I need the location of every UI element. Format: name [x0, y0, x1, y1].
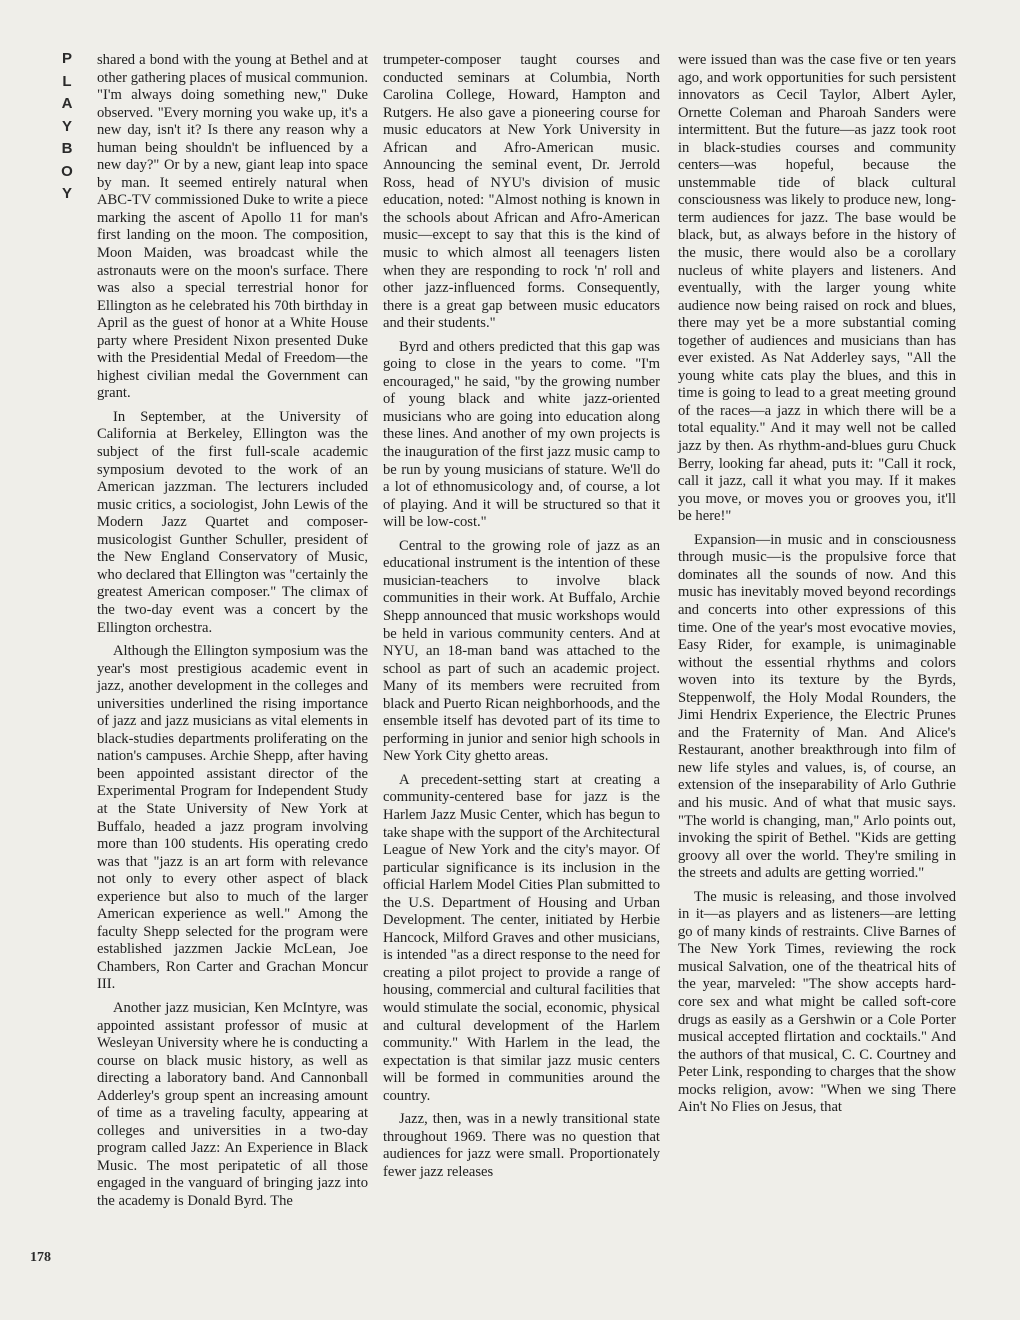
running-head-letter: B [61, 140, 73, 157]
running-head-letter: O [61, 162, 73, 180]
paragraph: trumpeter-composer taught courses and conducted seminars at Columbia, North Carolina College, Howard, Hampton and Rutgers. He also gave a pioneering course for music educators at New York University in African and Afro-American music. Announcing the seminal event, Dr. Jerrold Ross, head of NYU's division of music education, noted: "Almost nothing is known in the schools about African and Afro-American music—except to say that this is the kind of music to which almost all teenagers listen when they are responding to rock 'n' roll and other jazz-influenced forms. Consequently, there is a great gap between music educators and their students." [383, 52, 660, 332]
paragraph: were issued than was the case five or ten years ago, and work opportunities for such persistent innovators as Cecil Taylor, Albert Ayler, Ornette Coleman and Pharoah Sanders were intermittent. But the future—as jazz took root in black-studies courses and community centers—was hopeful, because the unstemmable tide of black cultural consciousness was likely to produce new, long-term audiences for jazz. The base would be black, but, as always before in the history of the music, there would also be a corollary nucleus of white players and listeners. And eventually, with the larger young white audience now being raised on rock and blues, there may yet be a more substantial coming together of audiences and musicians than has ever existed. As Nat Adderley says, "All the young white cats play the blues, and this in time is going to lead to a great meeting ground of the races—a jazz in which there will be a total equality." And it may well not be called jazz by then. As rhythm-and-blues guru Chuck Berry, looking far ahead, puts it: "Call it rock, call it jazz, call it what you may. If it makes you move, or moves you or grooves you, it'll be here!" [678, 52, 956, 525]
paragraph: Jazz, then, was in a newly transitional state throughout 1969. There was no question that audiences for jazz were small. Proportionately fewer jazz releases [383, 1111, 660, 1180]
text-column-1 [97, 52, 368, 1217]
running-head-letter: Y [61, 185, 72, 202]
paragraph: Expansion—in music and in consciousness through music—is the propulsive force that dominates all the sounds of now. And this music has inevitably moved beyond recordings and concerts into other expressions of this time. One of the year's most evocative movies, Easy Rider, for example, is unimaginable without the essential rhythms and colors woven into its texture by the Byrds, Steppenwolf, the Holy Modal Rounders, the Jimi Hendrix Experience, the Electric Prunes and the Fraternity of Man. And Alice's Restaurant, another breakthrough into film of new life styles and values, is, of course, an extension of the inseparability of Arlo Guthrie and his music. And of what that music says. "The world is changing, man," Arlo points out, invoking the spirit of Bethel. "Kids are getting groovy all over the world. They're smiling in the streets and adults are getting worried." [678, 531, 956, 882]
paragraph: The music is releasing, and those involved in it—as players and as listeners—are letting go of many kinds of restraints. Clive Barnes of The New York Times, reviewing the rock musical Salvation, one of the theatrical hits of the year, marveled: "The show accepts hard-core sex and what might be called soft-core drugs as easily as a Gershwin or a Cole Porter musical accepted flirtation and cocktails." And the authors of that musical, C. C. Courtney and Peter Link, responding to charges that the show mocks religion, avow: "When we sing There Ain't No Flies on Jesus, that [678, 888, 956, 1116]
running-head-letter: P [61, 50, 72, 67]
page-number: 178 [30, 1250, 51, 1265]
text-column-3 [678, 52, 956, 1123]
paragraph: Another jazz musician, Ken McIntyre, was appointed assistant professor of music at Wesleyan University where he is conducting a course on black music history, as well as directing a laboratory band. And Cannonball Adderley's group spent an increasing amount of time as a traveling faculty, appearing at colleges and universities in a two-day program called Jazz: An Experience in Black Music. The most peripatetic of all those engaged in the vanguard of bringing jazz into the academy is Donald Byrd. The [97, 999, 368, 1209]
magazine-running-head [56, 48, 78, 206]
paragraph: shared a bond with the young at Bethel and at other gathering places of musical communion. "I'm always doing something new," Duke observed. "Every morning you wake up, it's a new day, isn't it? Is there any reason why a human being shouldn't be influenced by a new day?" Or by a new, giant leap into space by man. It seemed entirely natural when ABC-TV commissioned Duke to write a piece marking the ascent of Apollo 11 for man's first landing on the moon. The composition, Moon Maiden, was broadcast while the astronauts were on the moon's surface. There was also a special terrestrial honor for Ellington as he celebrated his 70th birthday in April as the guest of honor at a White House party where President Nixon presented Duke with the Presidential Medal of Freedom—the highest civilian medal the Government can grant. [97, 52, 368, 402]
running-head-letter: Y [61, 117, 72, 135]
running-head-letter: A [61, 95, 73, 112]
paragraph: In September, at the University of California at Berkeley, Ellington was the subject of the first full-scale academic symposium devoted to the work of an American jazzman. The lecturers included music critics, a sociologist, John Lewis of the Modern Jazz Quartet and composer-musicologist Gunther Schuller, president of the New England Conservatory of Music, who declared that Ellington was "certainly the greatest American composer." The climax of the two-day event was a concert by the Ellington orchestra. [97, 408, 368, 636]
running-head-letter: L [62, 72, 72, 90]
paragraph: Central to the growing role of jazz as an educational instrument is the intention of these musician-teachers to involve black communities in their work. At Buffalo, Archie Shepp announced that music workshops would be held in various community centers. And at NYU, an 18-man band was attached to the school as part of such an academic project. Many of its members were recruited from black and Puerto Rican neighborhoods, and the ensemble itself has devoted part of its time to performing in junior and senior high schools in New York City ghetto areas. [383, 537, 660, 765]
text-column-2 [383, 52, 660, 1187]
paragraph: A precedent-setting start at creating a community-centered base for jazz is the Harlem Jazz Music Center, which has begun to take shape with the support of the Architectural League of New York and the city's mayor. Of particular significance is its inclusion in the official Harlem Model Cities Plan submitted to the U.S. Department of Housing and Urban Development. The center, initiated by Herbie Hancock, Milford Graves and other musicians, is intended "as a direct response to the need for creating a pilot project to provide a range of housing, commercial and cultural facilities that would stimulate the social, economic, physical and cultural development of the Harlem community." With Harlem in the lead, the expectation is that similar jazz music centers will be formed in communities around the country. [383, 771, 660, 1104]
paragraph: Byrd and others predicted that this gap was going to close in the years to come. "I'm encouraged," he said, "by the growing number of young black and white jazz-oriented musicians who are going into education along these lines. And another of my own projects is the inauguration of the first jazz music camp to be run by young musicians of stature. We'll do a lot of ethnomusicology and, of course, a lot of playing. And it will be structured so that it will be low-cost." [383, 338, 660, 531]
paragraph: Although the Ellington symposium was the year's most prestigious academic event in jazz, another development in the colleges and universities underlined the rising importance of jazz and jazz musicians as vital elements in black-studies departments proliferating on the nation's campuses. Archie Shepp, after having been appointed assistant director of the Experimental Program for Independent Study at the State University of New York at Buffalo, headed a jazz program involving more than 100 students. His operating credo was that "jazz is an art form with relevance not only to every other aspect of black experience but also to much of the larger American experience as well." Among the faculty Shepp selected for the program were established jazzmen Jackie McLean, Joe Chambers, Ron Carter and Grachan Moncur III. [97, 643, 368, 993]
